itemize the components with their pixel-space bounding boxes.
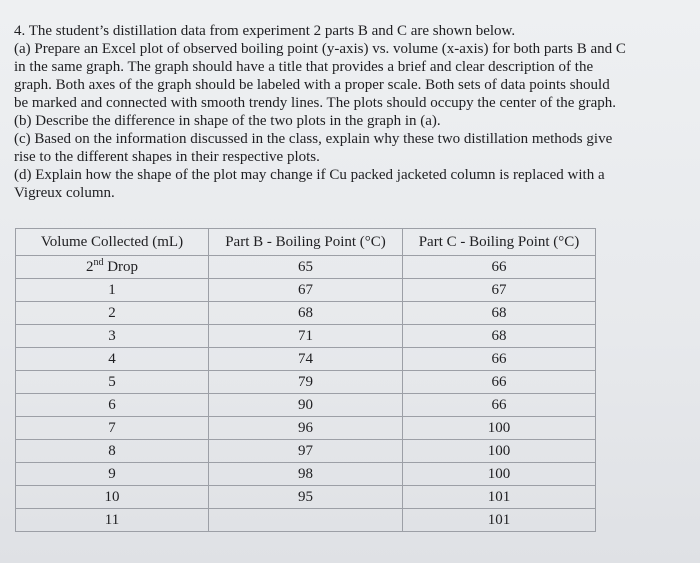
cell-volume: 7	[16, 417, 209, 440]
cell-part-b: 65	[209, 256, 403, 279]
question-line: in the same graph. The graph should have a title that provides a brief and clear description of the	[14, 59, 594, 75]
table-row	[16, 348, 596, 371]
distillation-data-table	[15, 228, 596, 532]
cell-part-c: 68	[403, 302, 596, 325]
cell-part-c: 100	[403, 440, 596, 463]
table-row	[16, 486, 596, 509]
cell-part-b: 71	[209, 325, 403, 348]
question-line: (b) Describe the difference in shape of the two plots in the graph in (a).	[14, 113, 441, 129]
label-num: 2	[85, 258, 94, 275]
question-line: Vigreux column.	[14, 185, 115, 201]
data-table-wrapper	[15, 228, 596, 532]
cell-part-b: 90	[209, 394, 403, 417]
cell-part-b: 67	[209, 279, 403, 302]
table-row	[16, 279, 596, 302]
cell-part-c: 100	[403, 463, 596, 486]
table-row	[16, 440, 596, 463]
question-text	[14, 22, 686, 202]
table-header-row	[16, 229, 596, 256]
cell-volume: 11	[16, 509, 209, 532]
header-volume: Volume Collected (mL)	[16, 229, 209, 256]
cell-volume: 9	[16, 463, 209, 486]
cell-volume: 8	[16, 440, 209, 463]
cell-volume: 10	[16, 486, 209, 509]
label-rest: Drop	[103, 258, 139, 275]
table-row	[16, 325, 596, 348]
cell-part-b: 97	[209, 440, 403, 463]
cell-volume: 1	[16, 279, 209, 302]
table-row	[16, 394, 596, 417]
question-line: (d) Explain how the shape of the plot may change if Cu packed jacketed column is replaced with a	[14, 167, 605, 183]
question-line: (c) Based on the information discussed in the class, explain why these two distillation methods give	[14, 131, 613, 147]
question-line: rise to the different shapes in their respective plots.	[14, 149, 320, 165]
cell-part-b: 98	[209, 463, 403, 486]
cell-part-b: 68	[209, 302, 403, 325]
row-label-second-drop	[16, 256, 209, 279]
cell-part-b	[209, 509, 403, 532]
question-line: be marked and connected with smooth trendy lines. The plots should occupy the center of the graph.	[14, 95, 617, 111]
cell-part-c: 66	[403, 348, 596, 371]
label-sup: nd	[93, 256, 104, 268]
cell-part-c: 67	[403, 279, 596, 302]
cell-part-c: 101	[403, 486, 596, 509]
cell-volume: 3	[16, 325, 209, 348]
cell-part-c: 66	[403, 256, 596, 279]
table-row	[16, 417, 596, 440]
cell-part-b: 95	[209, 486, 403, 509]
question-line: graph. Both axes of the graph should be labeled with a proper scale. Both sets of data points should	[14, 77, 610, 93]
table-row	[16, 302, 596, 325]
cell-part-c: 68	[403, 325, 596, 348]
cell-part-b: 96	[209, 417, 403, 440]
cell-volume: 4	[16, 348, 209, 371]
cell-part-b: 74	[209, 348, 403, 371]
cell-part-b: 79	[209, 371, 403, 394]
cell-volume: 5	[16, 371, 209, 394]
question-line: (a) Prepare an Excel plot of observed boiling point (y-axis) vs. volume (x-axis) for both parts B and C	[14, 41, 626, 57]
cell-part-c: 100	[403, 417, 596, 440]
table-row	[16, 509, 596, 532]
cell-volume: 6	[16, 394, 209, 417]
table-row	[16, 463, 596, 486]
table-row	[16, 256, 596, 279]
cell-part-c: 66	[403, 394, 596, 417]
header-part-b: Part B - Boiling Point (°C)	[209, 229, 403, 256]
cell-volume: 2	[16, 302, 209, 325]
cell-part-c: 66	[403, 371, 596, 394]
cell-part-c: 101	[403, 509, 596, 532]
question-line: 4. The student’s distillation data from experiment 2 parts B and C are shown below.	[14, 23, 516, 39]
table-row	[16, 371, 596, 394]
header-part-c: Part C - Boiling Point (°C)	[403, 229, 596, 256]
